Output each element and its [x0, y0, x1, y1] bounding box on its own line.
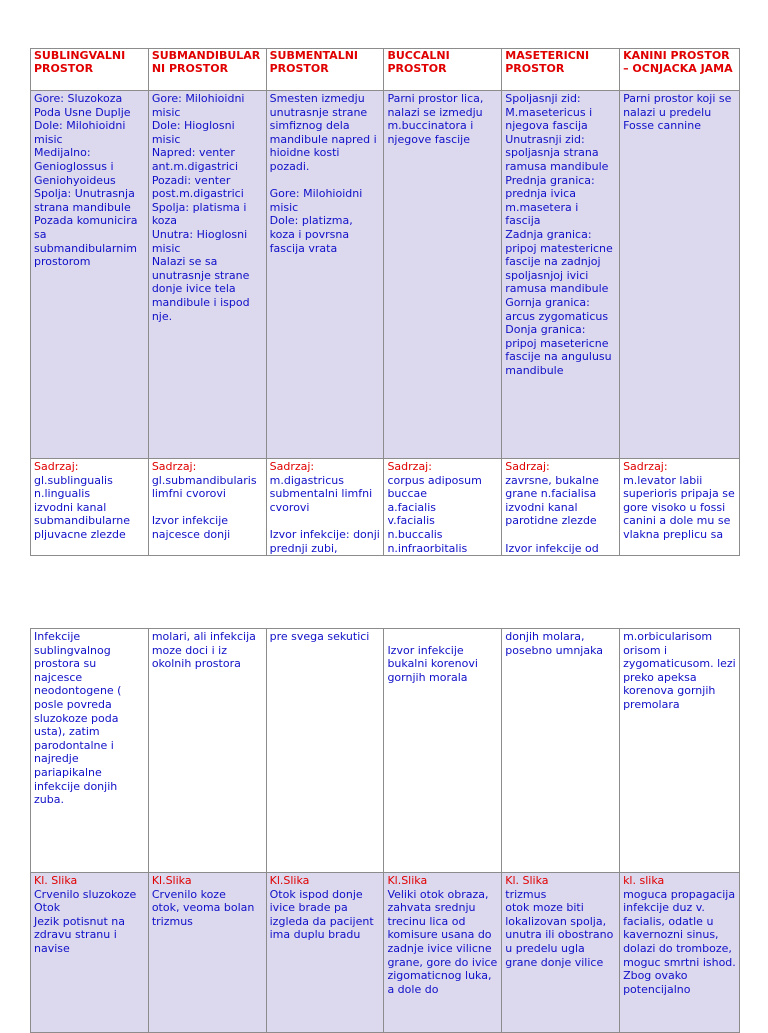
contents-sublingval: gl.sublingualis n.lingualis izvodni kanal submandibularne pljuvacne zlezde	[34, 473, 130, 541]
clinical-label: Kl. Slika	[505, 874, 549, 887]
clinical-label: kl. slika	[623, 874, 665, 887]
contents-label: Sadrzaj:	[151, 460, 197, 473]
spaces-table-top	[30, 48, 740, 556]
clinical-label: Kl.Slika	[151, 874, 192, 887]
continuation-sublingval: Infekcije sublingvalnog prostora su najcesce neodontogene ( posle povreda sluzokoze poda usta), zatim parodontalne i najredje pariapikalne infekcije donjih zuba.	[34, 630, 122, 807]
borders-masseteric: Spoljasnji zid: M.masetericus i njegova fascija Unutrasnji zid: spoljasnja strana ramusa mandibule Prednja granica: prednja ivica m.masetera i fascija Zadnja granica: pripoj matestericne fascije na zadnjoj spoljasnjoj ivici ramusa mandibule Gornja granica: arcus zygomaticus Donja granica: pripoj masetericne fascije na angulusu mandibule	[505, 92, 613, 377]
header-buccal: BUCCALNI PROSTOR	[384, 49, 502, 91]
continuation-canine: m.orbicularisom orisom i zygomaticusom. lezi preko apeksa korenova gornjih premolara	[623, 630, 736, 711]
contents-label: Sadrzaj:	[387, 460, 432, 473]
clinical-masseteric: trizmus otok moze biti lokalizovan spolja, unutra ili obostrano u predelu ugla grane donje vilice	[505, 887, 614, 969]
borders-submental: Smesten izmedju unutrasnje strane simfiznog dela mandibule napred i hioidne kosti pozadi. Gore: Milohioidni misic Dole: platizma, koza i povrsna fascija vrata	[269, 92, 377, 255]
header-masseteric: MASETERICNI PROSTOR	[502, 49, 620, 91]
clinical-submandibular: Crvenilo koze otok, veoma bolan trizmus	[151, 887, 255, 928]
contents-buccal: corpus adiposum buccae a.facialis v.facialis n.buccalis n.infraorbitalis	[387, 473, 482, 555]
contents-label: Sadrzaj:	[34, 460, 79, 473]
contents-submental: m.digastricus submentalni limfni cvorovi Izvor infekcije: donji prednji zubi,	[269, 473, 380, 555]
continuation-submental: pre svega sekutici	[269, 630, 370, 643]
clinical-sublingval: Crvenilo sluzokoze Otok Jezik potisnut na zdravu stranu i navise	[34, 887, 137, 955]
clinical-label: Kl.Slika	[387, 874, 428, 887]
header-canine: KANINI PROSTOR – OCNJACKA JAMA	[620, 49, 740, 91]
header-row	[31, 49, 740, 91]
contents-submandibular: gl.submandibularis limfni cvorovi Izvor infekcije najcesce donji	[151, 473, 257, 541]
header-sublingval: SUBLINGVALNI PROSTOR	[31, 49, 149, 91]
spaces-table-bottom	[30, 628, 740, 1033]
continuation-submandibular: molari, ali infekcija moze doci i iz okolnih prostora	[151, 630, 256, 671]
continuation-masseteric: donjih molara, posebno umnjaka	[505, 630, 604, 657]
continuation-row	[31, 629, 740, 873]
borders-buccal: Parni prostor lica, nalazi se izmedju m.buccinatora i njegove fascije	[387, 92, 484, 146]
header-submandibular: SUBMANDIBULARNI PROSTOR	[148, 49, 266, 91]
clinical-canine: moguca propagacija infekcije duz v. facialis, odatle u kavernozni sinus, dolazi do tromboze, moguc smrtni ishod. Zbog ovako potencijalno	[623, 887, 736, 996]
borders-sublingval: Gore: Sluzokoza Poda Usne Duplje Dole: Milohioidni misic Medijalno: Genioglossus i Geniohyoideus Spolja: Unutrasnja strana mandibule Pozada komunicira sa submandibularnim prostorom	[34, 92, 138, 269]
borders-row	[31, 91, 740, 459]
contents-label: Sadrzaj:	[269, 460, 315, 473]
clinical-label: Kl.Slika	[269, 874, 310, 887]
contents-label: Sadrzaj:	[623, 460, 668, 473]
contents-canine: m.levator labii superioris pripaja se gore visoko u fossi canini a dole mu se vlakna preplicu sa	[623, 473, 735, 541]
contents-label: Sadrzaj:	[505, 460, 550, 473]
clinical-buccal: Veliki otok obraza, zahvata srednju trecinu lica od komisure usana do zadnje ivice vilicne grane, gore do ivice zigomaticnog luka, a dole do	[387, 887, 498, 996]
contents-masseteric: zavrsne, bukalne grane n.facialisa izvodni kanal parotidne zlezde Izvor infekcije od	[505, 473, 599, 555]
clinical-submental: Otok ispod donje ivice brade pa izgleda da pacijent ima duplu bradu	[269, 887, 374, 942]
continuation-buccal: Izvor infekcije bukalni korenovi gornjih morala	[387, 643, 478, 684]
header-submental: SUBMENTALNI PROSTOR	[266, 49, 384, 91]
contents-row	[31, 459, 740, 556]
borders-submandibular: Gore: Milohioidni misic Dole: Hioglosni misic Napred: venter ant.m.digastrici Pozadi: venter post.m.digastrici Spolja: platisma i koza Unutra: Hioglosni misic Nalazi se sa unutrasnje strane donje ivice tela mandibule i ispod nje.	[151, 92, 250, 323]
clinical-label: Kl. Slika	[34, 874, 78, 887]
borders-canine: Parni prostor koji se nalazi u predelu Fosse cannine	[623, 92, 732, 133]
clinical-row	[31, 873, 740, 1033]
